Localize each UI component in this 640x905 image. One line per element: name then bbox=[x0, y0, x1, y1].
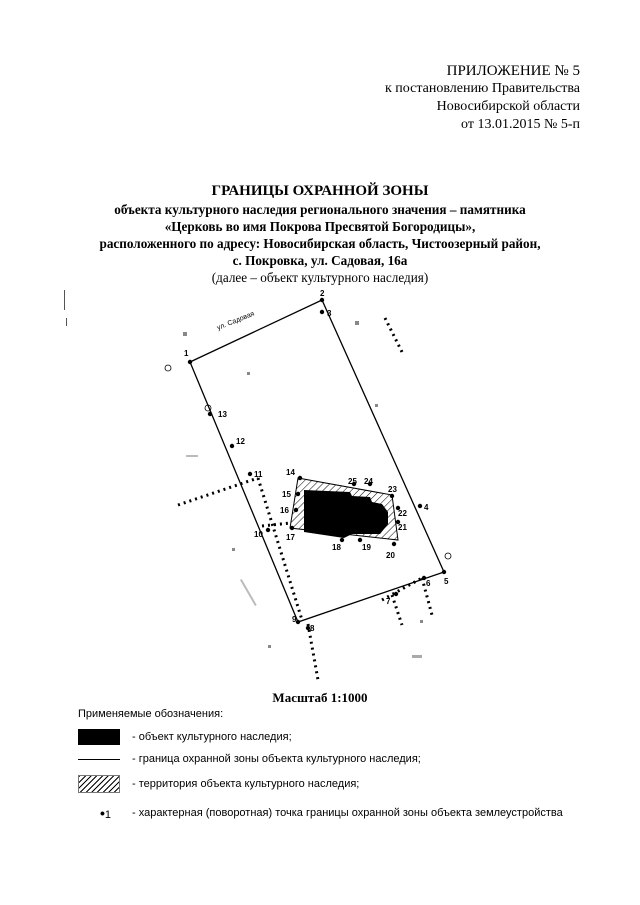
boundary-point-label: 14 bbox=[286, 468, 295, 477]
map-mark-dot bbox=[247, 372, 250, 375]
boundary-point-marker bbox=[392, 542, 396, 546]
boundary-point-marker bbox=[208, 412, 212, 416]
boundary-point-label: 25 bbox=[348, 477, 357, 486]
legend-title: Применяемые обозначения: bbox=[78, 708, 224, 720]
legend-item-text: - территория объекта культурного наследия; bbox=[132, 778, 360, 790]
boundary-point-label: 19 bbox=[362, 543, 371, 552]
boundary-point-label: 1 bbox=[184, 349, 189, 358]
map-mark-dot bbox=[412, 655, 422, 658]
boundary-point-marker bbox=[296, 620, 300, 624]
boundary-point-label: 23 bbox=[388, 485, 397, 494]
protection-zone-boundary bbox=[190, 300, 444, 622]
boundary-point-marker bbox=[418, 504, 422, 508]
map-mark-tick bbox=[64, 290, 65, 310]
boundary-point-label: 22 bbox=[398, 509, 407, 518]
boundary-point-label: 9 bbox=[292, 615, 297, 624]
legend-hatch-symbol bbox=[78, 775, 120, 793]
map-mark-circle bbox=[165, 365, 171, 371]
appendix-number: ПРИЛОЖЕНИЕ № 5 bbox=[446, 63, 580, 79]
boundary-point-label: 4 bbox=[424, 503, 429, 512]
boundary-point-label: 20 bbox=[386, 551, 395, 560]
map-mark-dot bbox=[240, 579, 257, 606]
boundary-point-label: 18 bbox=[332, 543, 341, 552]
appendix-line-3: от 13.01.2015 № 5-п bbox=[461, 117, 580, 132]
legend-item-text: - объект культурного наследия; bbox=[132, 731, 292, 743]
boundary-point-marker bbox=[298, 476, 302, 480]
dotted-boundary-east-2 bbox=[392, 595, 402, 625]
title-line-2: «Церковь во имя Покрова Пресвятой Богородицы», bbox=[164, 219, 476, 234]
title-line-5: (далее – объект культурного наследия) bbox=[211, 270, 429, 285]
boundary-point-marker bbox=[340, 538, 344, 542]
boundary-point-marker bbox=[358, 538, 362, 542]
legend-line-symbol bbox=[78, 759, 120, 760]
boundary-point-label: 8 bbox=[310, 624, 315, 633]
boundary-point-label: 12 bbox=[236, 437, 245, 446]
map-mark-dot bbox=[183, 332, 187, 336]
boundary-point-marker bbox=[290, 526, 294, 530]
boundary-point-marker bbox=[248, 472, 252, 476]
boundary-point-label: 13 bbox=[218, 410, 227, 419]
boundary-point-marker bbox=[188, 360, 192, 364]
appendix-line-1: к постановлению Правительства bbox=[384, 81, 580, 96]
map-mark-tick bbox=[66, 318, 67, 326]
boundary-point-marker bbox=[390, 494, 394, 498]
map-mark-dot bbox=[355, 321, 359, 325]
boundary-point-marker bbox=[320, 310, 324, 314]
street-label: ул. Садовая bbox=[216, 310, 256, 332]
legend-item-text: - характерная (поворотная) точка границы охранной зоны объекта землеустройства bbox=[132, 807, 563, 819]
map-mark-dot bbox=[268, 645, 271, 648]
scale-label: Масштаб 1:1000 bbox=[272, 690, 368, 705]
boundary-points bbox=[184, 289, 449, 633]
boundary-point-marker bbox=[266, 528, 270, 532]
boundary-point-label: 24 bbox=[364, 477, 373, 486]
boundary-point-label: 17 bbox=[286, 533, 295, 542]
dotted-boundary-ne bbox=[385, 318, 402, 352]
legend-black-fill-symbol bbox=[78, 729, 120, 745]
boundary-point-marker bbox=[394, 592, 398, 596]
legend-item-point bbox=[78, 802, 563, 824]
boundary-point-label: 10 bbox=[254, 530, 263, 539]
boundary-point-label: 21 bbox=[398, 523, 407, 532]
title-line-4: с. Покровка, ул. Садовая, 16а bbox=[232, 253, 408, 268]
boundary-point-marker bbox=[230, 444, 234, 448]
appendix-line-2: Новосибирской области bbox=[436, 99, 580, 114]
boundary-point-label: 7 bbox=[386, 597, 391, 606]
map-mark-circle bbox=[445, 553, 451, 559]
boundary-point-label: 6 bbox=[426, 579, 431, 588]
boundary-point-marker bbox=[294, 508, 298, 512]
legend-item-territory bbox=[78, 773, 359, 795]
boundary-point-label: 2 bbox=[320, 289, 325, 298]
map-mark-dot bbox=[375, 404, 378, 407]
map-mark-dot bbox=[186, 455, 198, 457]
title-main: ГРАНИЦЫ ОХРАННОЙ ЗОНЫ bbox=[211, 183, 429, 199]
boundary-point-marker bbox=[442, 570, 446, 574]
boundary-point-label: 5 bbox=[444, 577, 449, 586]
dotted-boundary-west bbox=[178, 478, 258, 505]
boundary-point-label: 15 bbox=[282, 490, 291, 499]
legend-item-boundary bbox=[78, 748, 421, 770]
boundary-point-label: 3 bbox=[327, 309, 332, 318]
boundary-point-label: 16 bbox=[280, 506, 289, 515]
map-mark-dot bbox=[420, 620, 423, 623]
legend-point-label: 1 bbox=[104, 809, 112, 821]
map-mark-dot bbox=[232, 548, 235, 551]
boundary-point-label: 11 bbox=[254, 470, 263, 479]
boundary-point-marker bbox=[296, 492, 300, 496]
legend-point-symbol: •1 bbox=[100, 805, 112, 821]
title-line-1: объекта культурного наследия регионального значения – памятника bbox=[114, 202, 526, 217]
boundary-point-marker bbox=[320, 298, 324, 302]
title-line-3: расположенного по адресу: Новосибирская область, Чистоозерный район, bbox=[99, 236, 541, 251]
legend-item-text: - граница охранной зоны объекта культурного наследия; bbox=[132, 753, 421, 765]
legend-item-object bbox=[78, 726, 292, 748]
